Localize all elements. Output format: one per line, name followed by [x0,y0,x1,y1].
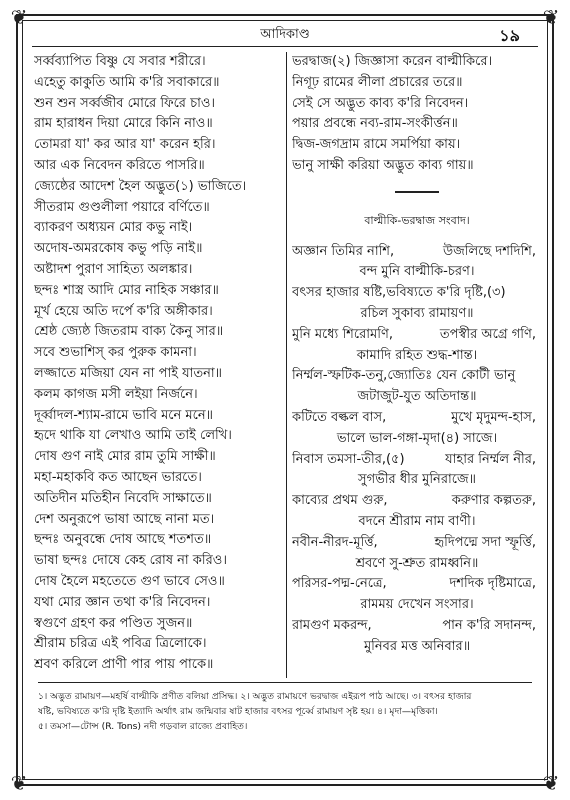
verse-line [292,616,542,637]
corner-ornament-icon: ❦ [542,771,560,795]
verse-half: নিবাস তমসা-তীর,(৫) [292,451,405,467]
corner-ornament-icon: ❦ [10,5,28,29]
verse-line [292,366,542,387]
verse-line: ছন্দঃ অনুবন্ধে দোষ আছে শতশত॥ [34,532,212,548]
verse-line: দেশ অনুরূপে ভাষা আছে নানা মত। [34,511,215,527]
verse-line: শুন শুন সর্ব্বজীব মোরে ফিরে চাও। [34,95,216,111]
verse-line [292,533,542,554]
verse-line [292,242,542,263]
verse-half: তপস্বীর অগ্রে গণি, [439,326,536,342]
verse-half: পান ক'রি সদানন্দ, [442,617,536,633]
verse-line: রাম হারাধন দিয়া মোরে কিনি নাও॥ [34,116,213,132]
verse-line: জ্যেষ্ঠের আদেশ হৈল অদ্ভুত(১) ভাজিতে। [34,178,247,194]
verse-line: শ্রীরাম চরিত্র এই পবিত্র ত্রিলোকে। [34,636,207,652]
verse-line: অষ্টাদশ পুরাণ সাহিত্য অলঙ্কার। [34,261,193,277]
verse-line [292,325,542,346]
verse-line: জটাজুট-যুত অতিদান্ত॥ [357,389,477,405]
left-column [34,52,286,676]
verse-line: হৃদে থাকি যা লেখাও আমি তাই লেখি। [34,428,232,444]
corner-ornament-icon: ❦ [10,771,28,795]
footnote-line: ষষ্টি, ভবিষ্যতে ক'রি দৃষ্টি ইত্যাদি অর্থাৎ রাম জন্মিবার ষাট হাজার বৎসর পূর্ব্বে রামায়ণ সৃষ্ট হয়। ৪। মৃদা—মৃত্তিকা। [38,706,438,717]
verse-line: সীতরাম গুণ্ডলীলা পয়ারে বর্ণিতে॥ [34,199,210,215]
verse-line: আর এক নিবেদন করিতে পাসরি॥ [34,157,205,173]
verse-half: করুণার কল্পতরু, [451,493,536,509]
verse-half: মুখে মৃদুমন্দ-হাস, [451,409,536,425]
verse-half: বৎসর হাজার ষষ্টি,ভবিষ্যতে ক'রি দৃষ্টি,(৩) [292,285,506,301]
verse-line: লজ্জাতে মজিয়া যেন না পাই যাতনা॥ [34,365,223,381]
verse-line: ব্যাকরণ অধ্যয়ন মোর কভু নাই। [34,220,193,236]
verse-half: নির্ম্মল-স্ফটিক-তনু,জ্যোতিঃ যেন কোটী ভানু [292,368,516,384]
verse-half: উজলিছে দশদিশি, [442,243,536,259]
verse-line: বন্দ মুনি বাল্মীকি-চরণ। [359,264,475,280]
footnote-line: ১। অদ্ভুত রামায়ণ—মহর্ষি বাল্মীকি প্রণীত বলিয়া প্রসিদ্ধ। ২। অদ্ভুত রামায়ণে ভরদ্বাজ এইরূপ পাঠ আছে। ৩। বৎসর হাজার [38,691,472,702]
verse-half: হৃদিপদ্মে সদা স্ফূর্ত্তি, [434,534,536,550]
verse-line: মূর্খ হেয়ে অতি দর্পে ক'রি অঙ্গীকার। [34,303,213,319]
verse-line: ভাষা ছন্দঃ দোষে কেহ রোষ না করিও। [34,553,227,569]
verse-line: তোমরা যা' কর আর যা' করেন হরি। [34,137,216,153]
verse-half: পরিসর-পদ্ম-নেত্রে, [292,576,387,592]
verse-line: নিগূঢ় রামের লীলা প্রচারের তরে॥ [292,74,463,90]
verse-line [292,491,542,512]
verse-line: শ্রেষ্ঠ জ্যেষ্ঠ জিতরাম বাক্য কৈনু সার॥ [34,324,224,340]
running-title: আদিকাণ্ড [260,27,310,42]
verse-line: দূর্ব্বাদল-শ্যাম-রামে ভাবি মনে মনে॥ [34,407,213,423]
right-column-verses-bottom [292,242,542,658]
verse-line [292,408,542,429]
verse-half: রামগুণ মকরন্দ, [292,617,372,633]
verse-line: কলম কাগজ মসী লইয়া নির্জনে। [34,386,198,402]
verse-line: দোষ গুণ নাই মোর রাম তুমি সাক্ষী॥ [34,449,216,465]
verse-line: দোষ হৈলে মহতেতে গুণ ভাবে সেও॥ [34,573,225,589]
verse-half: নবীন-নীরদ-মূর্ত্তি, [292,534,378,550]
verse-line [292,450,542,471]
column-divider [286,52,287,678]
corner-ornament-icon: ❦ [542,5,560,29]
verse-line: স্বগুণে গ্রহণ কর পণ্ডিত সুজন॥ [34,615,193,631]
verse-line: কামাদি রহিত শুদ্ধ-শান্ত। [356,347,478,363]
verse-half: দশদিক দৃষ্টিমাত্রে, [449,576,536,592]
verse-line: যথা মোর জ্ঞান তথা ক'রি নিবেদন। [34,594,211,610]
verse-line: সর্ব্বব্যাপিত বিষ্ণু যে সবার শরীরে। [34,54,206,69]
page-number: ১৯ [499,26,520,45]
footnotes [38,682,532,734]
verse-line: সেই সে অদ্ভুত কাব্য ক'রি নিবেদন। [292,95,469,111]
verse-line: সুগভীর ধীর মুনিরাজে॥ [358,472,476,488]
verse-line: রামময় দেখেন সংসার। [360,597,474,613]
right-column [292,52,542,658]
verse-line: পয়ার প্রবন্ধে নব্য-রাম-সংকীর্ত্তন॥ [292,116,458,132]
verse-line: ভরদ্বাজ(২) জিজ্ঞাসা করেন বাল্মীকিরে। [292,54,493,69]
section-heading: বাল্মীকি-ভরদ্বাজ সংবাদ। [364,213,470,227]
verse-line [292,574,542,595]
verse-half: মুনি মধ্যে শিরোমণি, [292,326,393,342]
verse-line: মুনিবর মত্ত অনিবার॥ [363,638,471,654]
verse-line: অতিদীন মতিহীন নিবেদি সাক্ষাতে॥ [34,490,212,506]
verse-line: শ্রবণে সু-শ্রুত রামধ্বনি॥ [355,555,479,571]
verse-half: কটিতে বল্কল বাস, [292,409,387,425]
verse-line: ভালে ভাল-গঙ্গা-মৃদা(৪) সাজে। [336,430,498,446]
verse-line: মহা-মহাকবি কত আছেন ভারতে। [34,469,202,485]
footnote-line: ৫। তমসা—টোন্স (R. Tons) নদী গড়বাল রাজ্যে প্রবাহিত। [38,721,248,732]
verse-half: কাব্যের প্রথম গুরু, [292,493,388,509]
page [8,6,562,794]
verse-line: এহেতু কাকুতি আমি ক'রি সবাকারে॥ [34,74,220,90]
section-divider [395,191,439,193]
verse-line: অদোষ-অমরকোষ কভু পড়ি নাই॥ [34,241,203,257]
right-column-verses-top [292,52,542,177]
verse-line: ভানু সাক্ষী করিয়া অদ্ভুত কাব্য গায়॥ [292,157,474,173]
verse-line: রচিল সুকাব্য রামায়ণ॥ [360,305,474,321]
verse-half: যাহার নির্ম্মল নীর, [445,451,536,467]
verse-line: বদনে শ্রীরাম নাম বাণী। [358,513,476,529]
verse-half: অজ্ঞান তিমির নাশি, [292,243,395,259]
verse-line: শ্রবণ করিলে প্রাণী পার পায় পাকে॥ [34,657,214,673]
page-header [32,22,538,47]
verse-line [292,283,542,304]
verse-line: দ্বিজ-জগদ্রাম রামে সমর্পিয়া কায়। [292,137,461,153]
verse-line: ছন্দঃ শাস্ত্র আদি মোর নাহিক সঞ্চার॥ [34,282,219,298]
verse-line: সবে শুভাশিস্ কর পুরুক কামনা। [34,345,197,361]
